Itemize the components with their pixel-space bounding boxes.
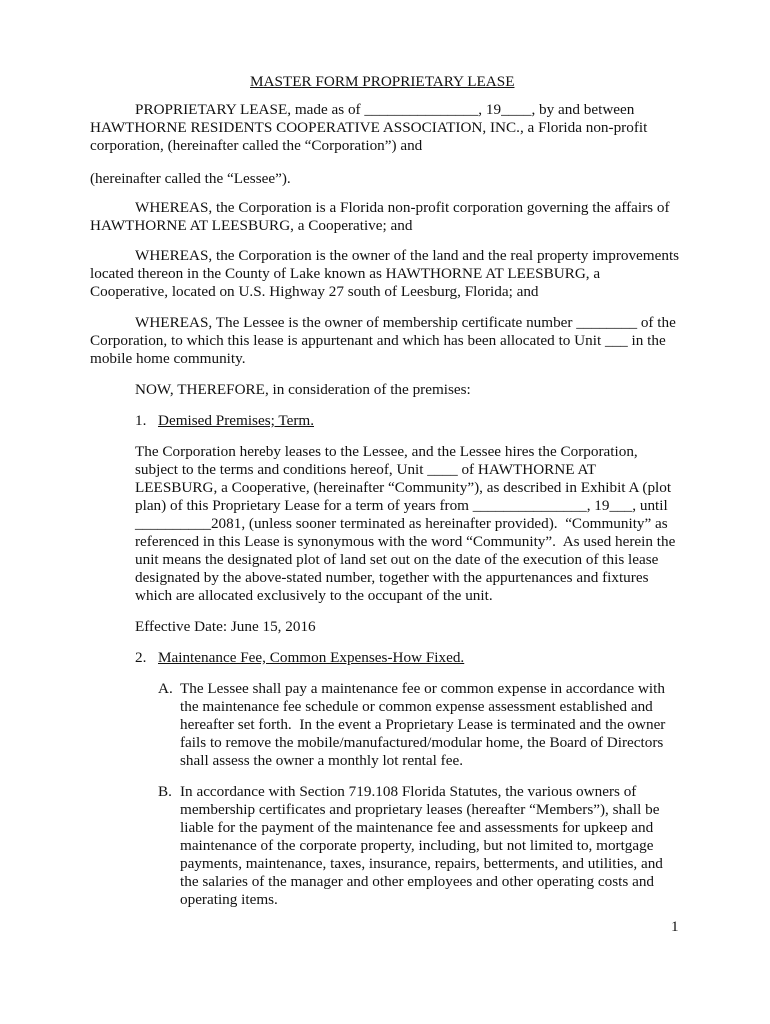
- item-label: B.: [158, 783, 172, 800]
- text-line: In accordance with Section 719.108 Florida Statutes, the various owners of: [180, 783, 637, 800]
- now-therefore-line: NOW, THEREFORE, in consideration of the premises:: [135, 381, 471, 398]
- text-line: Corporation, to which this lease is appurtenant and which has been allocated to Unit ___ in the: [90, 332, 666, 349]
- text-line: corporation, (hereinafter called the “Corporation”) and: [90, 137, 423, 154]
- text-line: payments, maintenance, taxes, insurance, repairs, betterments, and utilities, and: [180, 855, 663, 872]
- text-line: WHEREAS, the Corporation is the owner of the land and the real property improvements: [135, 247, 680, 264]
- text-line: WHEREAS, The Lessee is the owner of membership certificate number ________ of the: [135, 314, 676, 331]
- text-line: designated by the above-stated number, together with the appurtenances and fixtures: [135, 569, 649, 586]
- text-line: mobile home community.: [90, 350, 246, 367]
- text-line: hereafter set forth. In the event a Proprietary Lease is terminated and the owner: [180, 716, 666, 733]
- text-line: HAWTHORNE RESIDENTS COOPERATIVE ASSOCIATION, INC., a Florida non-profit: [90, 119, 648, 136]
- text-line: shall assess the owner a monthly lot rental fee.: [180, 752, 464, 769]
- text-line: plan) of this Proprietary Lease for a term of years from _______________, 19___, until: [135, 497, 668, 514]
- section-number: 1.: [135, 412, 147, 429]
- text-line: HAWTHORNE AT LEESBURG, a Cooperative; and: [90, 217, 413, 234]
- text-line: the salaries of the manager and other employees and other operating costs and: [180, 873, 655, 890]
- section-title: Maintenance Fee, Common Expenses-How Fixed.: [158, 649, 465, 666]
- text-line: operating items.: [180, 891, 278, 908]
- section-title: Demised Premises; Term.: [158, 412, 314, 429]
- text-line: membership certificates and proprietary leases (hereafter “Members”), shall be: [180, 801, 660, 818]
- text-line: referenced in this Lease is synonymous with the word “Community”. As used herein the: [135, 533, 676, 550]
- item-label: A.: [158, 680, 173, 697]
- text-line: __________2081, (unless sooner terminated as hereinafter provided). “Community” as: [135, 515, 668, 532]
- text-line: The Lessee shall pay a maintenance fee or common expense in accordance with: [180, 680, 665, 697]
- text-line: unit means the designated plot of land set out on the date of the execution of this lease: [135, 551, 659, 568]
- text-line: fails to remove the mobile/manufactured/modular home, the Board of Directors: [180, 734, 664, 751]
- text-line: WHEREAS, the Corporation is a Florida non-profit corporation governing the affairs of: [135, 199, 670, 216]
- text-line: Cooperative, located on U.S. Highway 27 south of Leesburg, Florida; and: [90, 283, 539, 300]
- effective-date: Effective Date: June 15, 2016: [135, 618, 316, 635]
- text-line: LEESBURG, a Cooperative, (hereinafter “Community”), as described in Exhibit A (plot: [135, 479, 672, 496]
- text-line: the maintenance fee schedule or common expense assessment established and: [180, 698, 653, 715]
- document-title: MASTER FORM PROPRIETARY LEASE: [250, 73, 515, 90]
- lessee-line: (hereinafter called the “Lessee”).: [90, 170, 291, 187]
- text-line: located thereon in the County of Lake known as HAWTHORNE AT LEESBURG, a: [90, 265, 601, 282]
- text-line: which are allocated exclusively to the occupant of the unit.: [135, 587, 493, 604]
- text-line: PROPRIETARY LEASE, made as of _______________, 19____, by and between: [135, 101, 635, 118]
- page-number: 1: [671, 918, 679, 935]
- text-line: The Corporation hereby leases to the Lessee, and the Lessee hires the Corporation,: [135, 443, 638, 460]
- text-line: subject to the terms and conditions hereof, Unit ____ of HAWTHORNE AT: [135, 461, 597, 478]
- section-number: 2.: [135, 649, 147, 666]
- text-line: liable for the payment of the maintenance fee and assessments for upkeep and: [180, 819, 654, 836]
- text-line: maintenance of the corporate property, including, but not limited to, mortgage: [180, 837, 654, 854]
